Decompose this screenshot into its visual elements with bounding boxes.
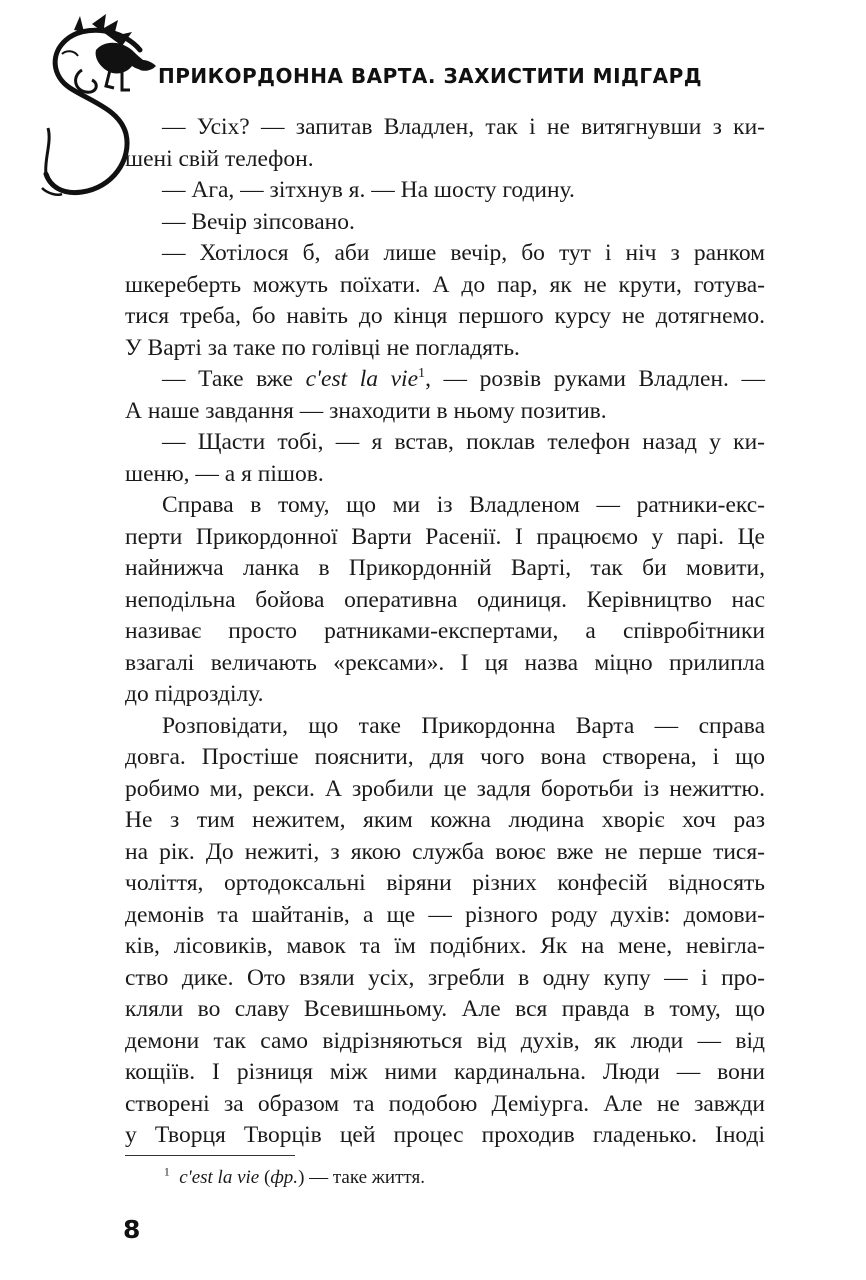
text-line: неподільна бойова оперативна одиниця. Керівництво нас	[125, 586, 765, 613]
text-line: шеню, — а я пішов.	[125, 460, 324, 487]
text-line: — Хотілося б, аби лише вечір, бо тут і ніч з ранком	[162, 240, 765, 266]
text-line: демони так само відрізняються від духів, як люди — від	[125, 1027, 765, 1054]
text-line: кощіїв. І різниця між ними кардинальна. Люди — вони	[125, 1059, 765, 1085]
text-line: Розповідати, що таке Прикордонна Варта — справа	[162, 712, 765, 739]
footnote-marker: 1	[164, 1166, 170, 1179]
text-line: тися треба, бо навіть до кінця першого курсу не дотягнемо.	[125, 303, 765, 329]
text-line: робимо ми, рекси. А зробили це задля боротьби із нежиттю.	[125, 775, 765, 802]
text-fragment: , — розвів руками Владлен. —	[425, 366, 765, 392]
text-line: чоліття, ортодоксальні віряни різних конфесій відносять	[125, 870, 765, 896]
text-line: Не з тим нежитем, яким кожна людина хворіє хоч раз	[125, 807, 765, 833]
footnote-text: (	[259, 1167, 271, 1188]
text-line: А наше завдання — знаходити в ньому позитив.	[125, 397, 607, 424]
footnote-text: ) — таке життя.	[298, 1167, 425, 1188]
text-line: шкереберть можуть поїхати. А до пар, як не крути, готува-	[125, 271, 765, 298]
text-line: найнижча ланка в Прикордонній Варті, так би мовити,	[125, 555, 765, 581]
text-line-with-footnote	[125, 364, 765, 396]
page-number: 8	[123, 1215, 141, 1244]
text-line: — Вечір зіпсовано.	[162, 208, 355, 235]
text-line: у Творця Творців цей процес проходив гладенько. Іноді	[125, 1122, 765, 1148]
text-line: — Ага, — зітхнув я. — На шосту годину.	[162, 177, 575, 203]
text-line: кляли во славу Всевишньому. Але вся правда в тому, що	[125, 996, 765, 1022]
text-line: Справа в тому, що ми із Владленом — ратники-екс-	[162, 492, 765, 518]
text-line: створені за образом та подобою Деміурга. Але не завжди	[125, 1090, 765, 1117]
footnote-ref: 1	[418, 365, 426, 382]
text-line: перти Прикордонної Варти Расенії. І працюємо у парі. Це	[125, 523, 765, 550]
running-head: ПРИКОРДОННА ВАРТА. ЗАХИСТИТИ МІДГАРД	[158, 64, 703, 88]
foreign-phrase: c'est la vie	[305, 366, 419, 392]
text-line: ство дике. Ото взяли усіх, згребли в одну купу — і про-	[125, 964, 765, 991]
footnote-divider	[125, 1155, 295, 1156]
text-line: ків, лісовиків, мавок та їм подібних. Як на мене, невігла-	[125, 933, 765, 959]
text-line: взагалі величають «рексами». І ця назва міцно прилипла	[125, 649, 765, 676]
footnote	[164, 1166, 425, 1190]
body-text	[125, 112, 765, 1152]
text-line: на рік. До нежиті, з якою служба воює вже не перше тися-	[125, 838, 765, 865]
footnote-language: фр.	[270, 1167, 299, 1188]
text-line: — Усіх? — запитав Владлен, так і не витягнувши з ки-	[162, 114, 765, 140]
text-fragment: — Таке вже	[162, 366, 306, 392]
text-line: до підрозділу.	[125, 681, 264, 707]
text-line: називає просто ратниками-експертами, а співробітники	[125, 618, 765, 644]
footnote-phrase: c'est la vie	[179, 1167, 260, 1188]
text-line: У Варті за таке по голівці не погладять.	[125, 334, 520, 361]
text-line: шені свій телефон.	[125, 145, 314, 172]
text-line: довга. Простіше пояснити, для чого вона створена, і що	[125, 744, 765, 770]
text-line: — Щасти тобі, — я встав, поклав телефон назад у ки-	[162, 429, 765, 455]
text-line: демонів та шайтанів, а ще — різного роду духів: домови-	[125, 901, 765, 928]
